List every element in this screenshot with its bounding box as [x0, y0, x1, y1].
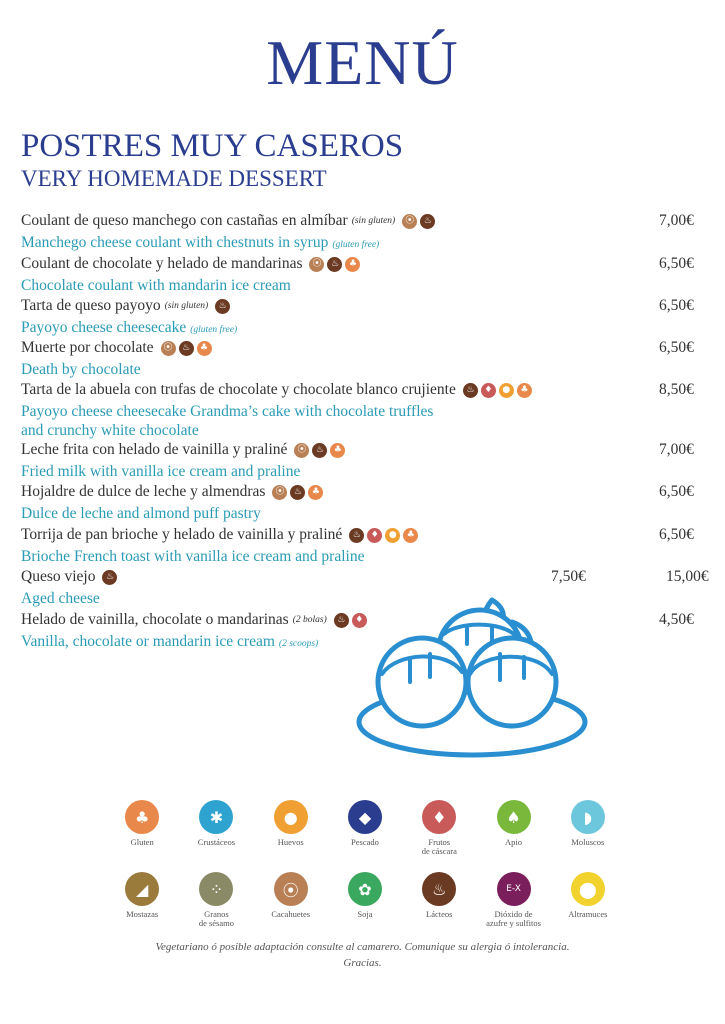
legend-row [105, 872, 625, 928]
peanut-icon: ⦿ [294, 443, 309, 458]
legend-item-mustard [105, 872, 179, 928]
item-name-es [21, 483, 711, 501]
legend-label: Lácteos [426, 909, 453, 919]
gluten-icon: ♣ [403, 528, 418, 543]
allergen-icons [294, 443, 345, 458]
legend-label: Crustáceos [197, 837, 236, 847]
legend-label: Gluten [130, 837, 154, 847]
gluten-icon: ♣ [330, 443, 345, 458]
menu-item [21, 255, 711, 295]
dairy-icon: ♨ [179, 341, 194, 356]
legend-label-l2: azufre y sulfitos [486, 918, 541, 928]
legend-row [105, 800, 625, 856]
legend-label: Cacahuetes [271, 909, 311, 919]
menu-item [21, 297, 711, 339]
legend-label: Apio [505, 837, 523, 847]
nuts-icon: ♦ [367, 528, 382, 543]
item-price: 6,50€ [659, 526, 694, 543]
legend-item-nuts [402, 800, 476, 856]
legend-label: Mostazas [126, 909, 159, 919]
item-name-es-text: Muerte por chocolate [21, 339, 154, 356]
allergen-icons [161, 341, 212, 356]
item-price: 6,50€ [659, 255, 694, 272]
legend-item-sesame [179, 872, 253, 928]
dairy-icon: ♨ [102, 570, 117, 585]
peanut-icon: ⦿ [161, 341, 176, 356]
item-name-es [21, 297, 711, 315]
item-price-large: 15,00€ [666, 568, 709, 585]
dairy-icon: ♨ [312, 443, 327, 458]
sesame-icon: ⁘ [199, 872, 233, 906]
celery-icon: ♠ [497, 800, 531, 834]
item-name-en: Fried milk with vanilla ice cream and praline [21, 463, 301, 480]
item-note-es: (sin gluten) [164, 301, 209, 311]
gluten-icon: ♣ [197, 341, 212, 356]
gluten-icon: ♣ [308, 485, 323, 500]
item-price: 8,50€ [659, 381, 694, 398]
dairy-icon: ♨ [349, 528, 364, 543]
item-name-en: Aged cheese [21, 590, 100, 607]
egg-icon: ● [499, 383, 514, 398]
legend-label: Moluscos [571, 837, 605, 847]
gluten-icon: ♣ [517, 383, 532, 398]
item-name-en: Brioche French toast with vanilla ice cream and praline [21, 548, 365, 565]
peanut-icon: ⦿ [309, 257, 324, 272]
crab-icon: ✱ [199, 800, 233, 834]
item-name-es-text: Torrija de pan brioche y helado de vainilla y praliné [21, 526, 343, 543]
allergen-icons [272, 485, 323, 500]
legend-label: Soja [357, 909, 373, 919]
legend-label-l1: Granos [204, 909, 229, 919]
allergen-legend [105, 800, 625, 928]
item-note-es: (2 bolas) [292, 615, 327, 625]
allergen-icons [309, 257, 360, 272]
item-note-es: (sin gluten) [351, 216, 396, 226]
item-price: 6,50€ [659, 297, 694, 314]
item-name-en-text: Payoyo cheese cheesecake [21, 319, 187, 336]
menu-item [21, 381, 711, 440]
footer-note [0, 939, 725, 971]
menu-item [21, 441, 711, 481]
legend-label-l1: Dióxido de [494, 909, 533, 919]
item-name-es [21, 441, 711, 459]
item-name-en [21, 234, 711, 254]
menu-item [21, 526, 711, 566]
legend-item-eggs [254, 800, 328, 856]
peanut-icon: ⦿ [402, 214, 417, 229]
item-name-es-text: Coulant de chocolate y helado de mandarinas [21, 255, 303, 272]
item-name-en: Dulce de leche and almond puff pastry [21, 505, 261, 522]
page-title: MENÚ [266, 27, 459, 98]
section-title-es: POSTRES MUY CASEROS [21, 128, 404, 164]
shell-icon: ◗ [571, 800, 605, 834]
item-name-es-text: Helado de vainilla, chocolate o mandarinas [21, 611, 289, 628]
item-name-en: Death by chocolate [21, 361, 141, 378]
legend-item-celery [476, 800, 550, 856]
legend-item-dairy [402, 872, 476, 928]
dairy-icon: ♨ [327, 257, 342, 272]
dairy-icon: ♨ [420, 214, 435, 229]
item-name-es [21, 339, 711, 357]
allergen-icons [402, 214, 435, 229]
legend-item-fish [328, 800, 402, 856]
item-price-small: 7,50€ [551, 568, 586, 585]
item-name-en-text: Manchego cheese coulant with chestnuts in syrup [21, 234, 329, 251]
item-name-es-text: Leche frita con helado de vainilla y praliné [21, 441, 288, 458]
legend-label-l2: de sésamo [198, 918, 234, 928]
item-price: 7,00€ [659, 212, 694, 229]
item-name-es-text: Coulant de queso manchego con castañas en almíbar [21, 212, 348, 229]
nuts-icon: ♦ [481, 383, 496, 398]
item-price: 7,00€ [659, 441, 694, 458]
legend-label-l1: Frutos [428, 837, 451, 847]
item-name-en-text: Vanilla, chocolate or mandarin ice cream [21, 633, 275, 650]
dairy-icon: ♨ [290, 485, 305, 500]
dairy-icon: ♨ [422, 872, 456, 906]
egg-icon: ● [274, 800, 308, 834]
legend-item-peanuts [254, 872, 328, 928]
item-name-en-line1: Payoyo cheese cheesecake Grandma’s cake with chocolate truffles [21, 403, 434, 420]
legend-label: Huevos [277, 837, 304, 847]
legend-label-l2: de cáscara [421, 846, 457, 856]
peanut-icon: ⦿ [274, 872, 308, 906]
footer-line-1: Vegetariano ó posible adaptación consulte al camarero. Comunique su alergia ó intolerancia. [155, 941, 570, 953]
legend-item-soy [328, 872, 402, 928]
item-price: 4,50€ [659, 611, 694, 628]
item-name-es-text: Hojaldre de dulce de leche y almendras [21, 483, 266, 500]
menu-item [21, 483, 711, 523]
mustard-icon: ◢ [125, 872, 159, 906]
legend-item-molluscs [551, 800, 625, 856]
item-name-en [21, 319, 711, 339]
item-price: 6,50€ [659, 483, 694, 500]
peanut-icon: ⦿ [272, 485, 287, 500]
menu-item [21, 339, 711, 379]
item-name-es-text: Queso viejo [21, 568, 96, 585]
item-name-en-line2: and crunchy white chocolate [21, 422, 199, 439]
menu-item [21, 212, 711, 254]
nuts-icon: ♦ [422, 800, 456, 834]
soy-icon: ✿ [348, 872, 382, 906]
gluten-icon: ♣ [125, 800, 159, 834]
fish-icon: ◆ [348, 800, 382, 834]
allergen-icons [215, 299, 230, 314]
legend-item-gluten [105, 800, 179, 856]
item-price: 6,50€ [659, 339, 694, 356]
legend-label: Altramuces [568, 909, 608, 919]
legend-item-crustaceans [179, 800, 253, 856]
dairy-icon: ♨ [334, 613, 349, 628]
item-name-es [21, 255, 711, 273]
item-name-es-text: Tarta de queso payoyo [21, 297, 161, 314]
ice-cream-illustration-icon [352, 582, 592, 762]
item-name-es [21, 381, 711, 399]
footer-line-2: Gracias. [343, 957, 382, 969]
item-note-en: (gluten free) [190, 325, 238, 335]
allergen-icons [349, 528, 418, 543]
item-name-en: Chocolate coulant with mandarin ice cream [21, 277, 291, 294]
item-note-en: (2 scoops) [278, 639, 319, 649]
sulphites-icon: E-X [497, 872, 531, 906]
lupin-icon: ⬤ [571, 872, 605, 906]
item-name-es [21, 526, 711, 544]
nuts-icon: ♦ [352, 613, 367, 628]
legend-label: Pescado [351, 837, 379, 847]
dairy-icon: ♨ [215, 299, 230, 314]
egg-icon: ● [385, 528, 400, 543]
item-note-en: (gluten free) [332, 240, 380, 250]
item-name-es-text: Tarta de la abuela con trufas de chocolate y chocolate blanco crujiente [21, 381, 456, 398]
allergen-icons [102, 570, 117, 585]
legend-item-lupins [551, 872, 625, 928]
legend-item-sulphites [476, 872, 550, 928]
allergen-icons [463, 383, 532, 398]
section-title-en: VERY HOMEMADE DESSERT [21, 166, 327, 191]
gluten-icon: ♣ [345, 257, 360, 272]
dairy-icon: ♨ [463, 383, 478, 398]
item-name-es [21, 212, 711, 230]
